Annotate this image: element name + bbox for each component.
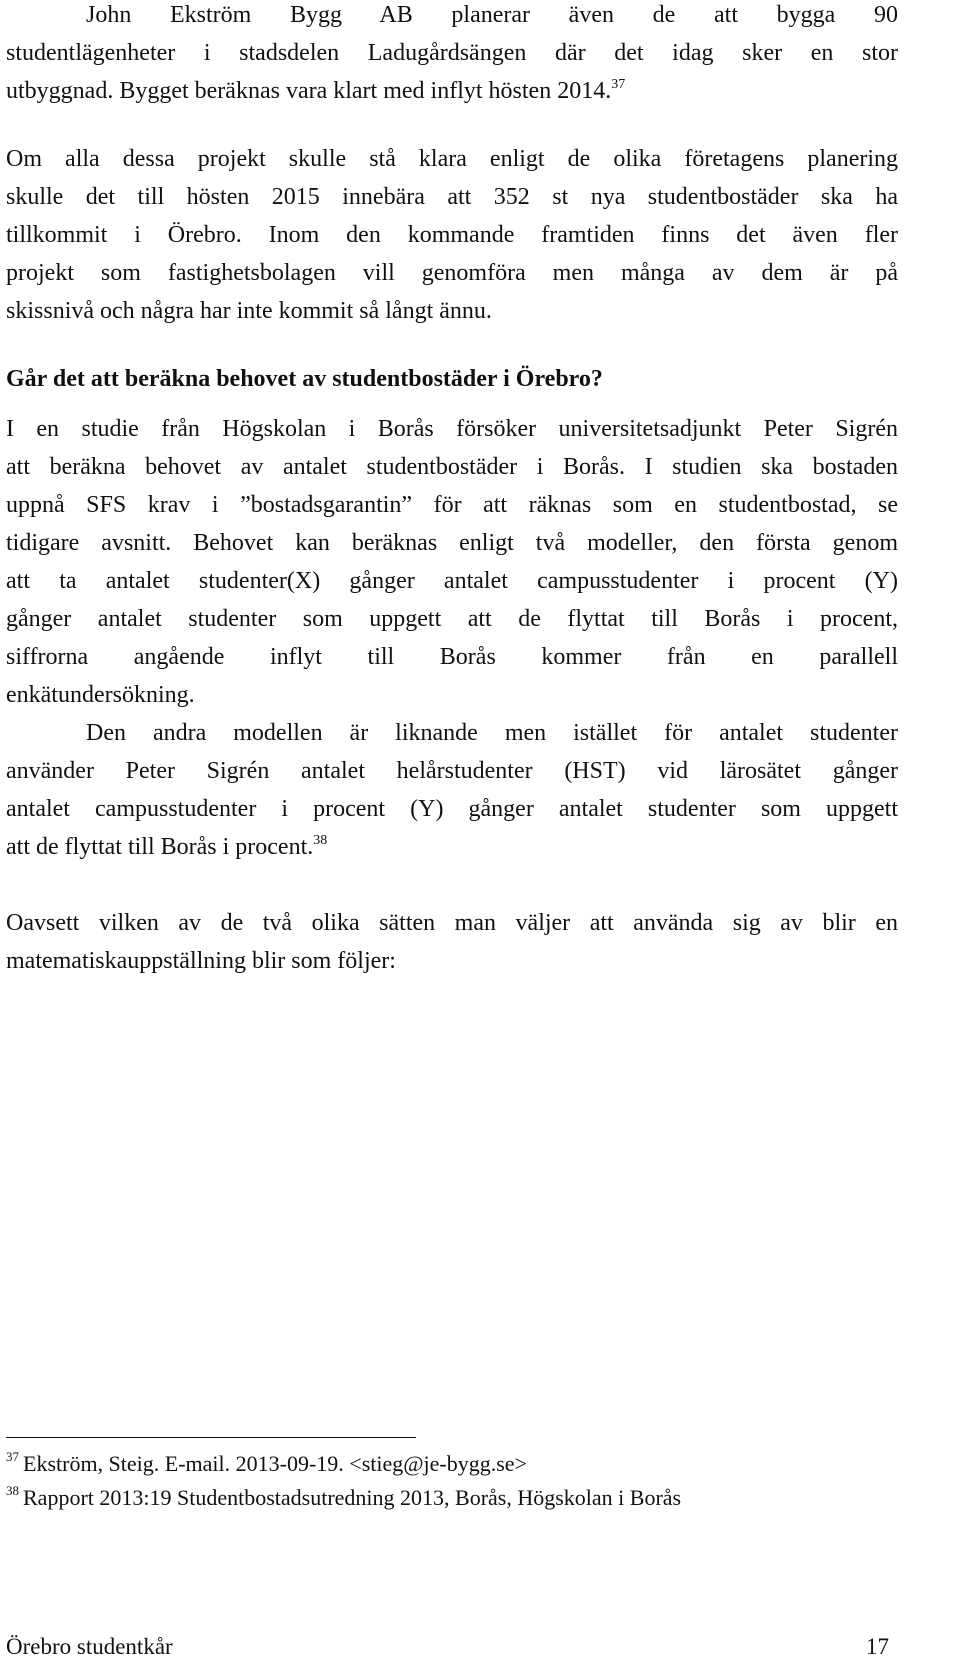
paragraph-line: siffrorna angående inflyt till Borås kommer från en parallell (6, 644, 898, 670)
paragraph-line: I en studie från Högskolan i Borås försöker universitetsadjunkt Peter Sigrén (6, 416, 898, 442)
paragraph-line: att beräkna behovet av antalet studentbostäder i Borås. I studien ska bostaden (6, 454, 898, 480)
footnote-ref: 37 (611, 77, 626, 92)
page-number: 17 (866, 1634, 889, 1659)
paragraph-text: utbyggnad. Bygget beräknas vara klart med inflyt hösten 2014. (6, 78, 612, 104)
footnote-text: Ekström, Steig. E-mail. 2013-09-19. <stieg@je-bygg.se> (23, 1451, 527, 1476)
paragraph-line: studentlägenheter i stadsdelen Ladugårdsängen där det idag sker en stor (6, 40, 898, 66)
paragraph-line: att ta antalet studenter(X) gånger antalet campusstudenter i procent (Y) (6, 568, 898, 594)
section-heading: Går det att beräkna behovet av studentbostäder i Örebro? (6, 366, 603, 392)
paragraph-line: Den andra modellen är liknande men istället för antalet studenter (86, 720, 898, 746)
footnote (6, 1485, 681, 1511)
footnote (6, 1451, 527, 1477)
paragraph-line: matematiskauppställning blir som följer: (6, 948, 396, 974)
paragraph-line: tidigare avsnitt. Behovet kan beräknas enligt två modeller, den första genom (6, 530, 898, 556)
paragraph-line: enkätundersökning. (6, 682, 195, 708)
paragraph-line (6, 833, 898, 861)
paragraph-line: John Ekström Bygg AB planerar även de att bygga 90 (86, 2, 898, 28)
paragraph-line: skulle det till hösten 2015 innebära att 352 st nya studentbostäder ska ha (6, 184, 898, 210)
footnote-number: 37 (6, 1449, 19, 1464)
paragraph-line: Oavsett vilken av de två olika sätten man väljer att använda sig av blir en (6, 910, 898, 936)
paragraph-line: projekt som fastighetsbolagen vill genomföra men många av dem är på (6, 260, 898, 286)
paragraph-line: gånger antalet studenter som uppgett att de flyttat till Borås i procent, (6, 606, 898, 632)
paragraph-line: Om alla dessa projekt skulle stå klara enligt de olika företagens planering (6, 146, 898, 172)
footnote-ref: 38 (313, 833, 328, 848)
footnote-text: Rapport 2013:19 Studentbostadsutredning 2013, Borås, Högskolan i Borås (23, 1485, 682, 1510)
paragraph-line: uppnå SFS krav i ”bostadsgarantin” för att räknas som en studentbostad, se (6, 492, 898, 518)
paragraph-text: att de flyttat till Borås i procent. (6, 834, 314, 860)
paragraph-line: använder Peter Sigrén antalet helårstudenter (HST) vid lärosätet gånger (6, 758, 898, 784)
footnote-number: 38 (6, 1483, 19, 1498)
footer-organization: Örebro studentkår (6, 1634, 173, 1659)
paragraph-line: antalet campusstudenter i procent (Y) gånger antalet studenter som uppgett (6, 796, 898, 822)
footnote-divider (6, 1437, 416, 1438)
paragraph-line: tillkommit i Örebro. Inom den kommande framtiden finns det även fler (6, 222, 898, 248)
paragraph-line: skissnivå och några har inte kommit så långt ännu. (6, 298, 492, 324)
paragraph-line (6, 77, 898, 105)
